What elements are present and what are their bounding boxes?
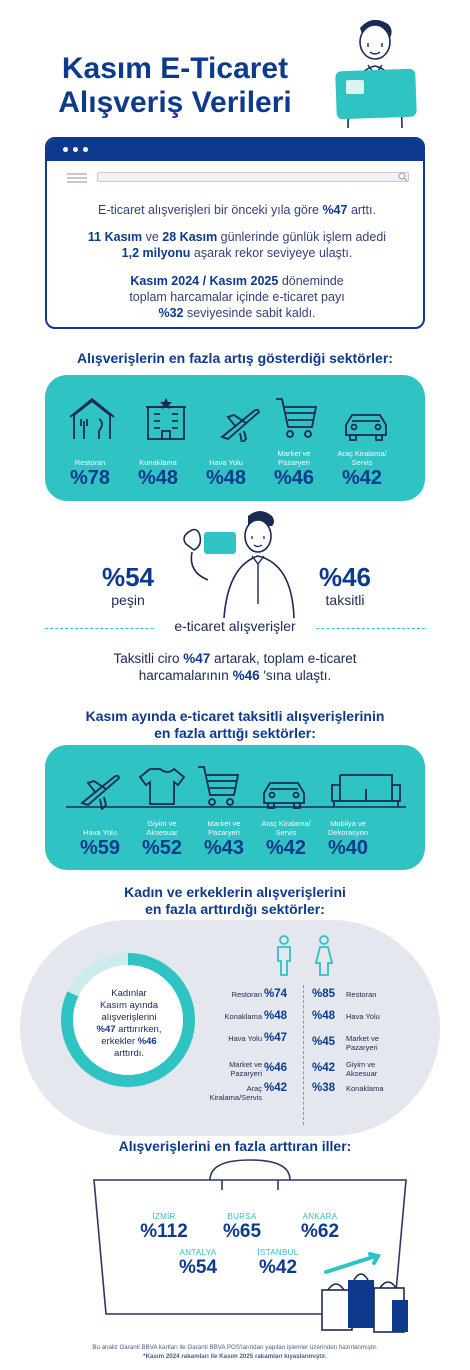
sector-percentage: %78 (69, 467, 111, 489)
sector-item (330, 448, 394, 489)
female-icon (315, 935, 333, 977)
city-name: İSTANBUL (257, 1248, 299, 1257)
city-percentage: %65 (222, 1221, 262, 1242)
stat-text: toplam harcamalar içinde e-ticaret payı (129, 290, 345, 304)
title-line-2: Alışveriş Verileri (58, 86, 292, 119)
cart-icon (198, 767, 238, 805)
airplane-icon (222, 410, 259, 442)
ecommerce-purchases-label: e-ticaret alışverişler (155, 618, 315, 634)
sector-percentage: %52 (141, 837, 183, 859)
female-sector-label: Konaklama (346, 1084, 384, 1093)
sector-percentage: %48 (205, 467, 247, 489)
female-sector-percentage: %38 (312, 1082, 336, 1094)
city-item (284, 1212, 356, 1243)
menu-icon (67, 173, 87, 175)
sector-percentage: %59 (79, 837, 121, 859)
installment-percentage: %46 (318, 562, 372, 592)
city-item (128, 1212, 200, 1243)
note-text: Taksitli ciro (113, 651, 184, 666)
note-value: %46 (232, 668, 260, 683)
cart-icon (276, 399, 316, 437)
note-text: harcamalarının (138, 668, 233, 683)
sector-item (126, 448, 190, 489)
stat-value: Kasım 2024 / Kasım 2025 (130, 274, 279, 288)
section3-title (0, 884, 470, 918)
section3-title-line: en fazla arttırdığı sektörler: (145, 901, 325, 917)
female-sector-label: Hava Yolu (346, 1012, 380, 1021)
city-item (206, 1212, 278, 1243)
female-sector-percentage: %42 (312, 1062, 336, 1074)
gender-divider (303, 985, 304, 1125)
cash-percentage: %54 (101, 562, 155, 592)
sector-icons-row-2 (66, 765, 406, 810)
stats-browser-window (45, 137, 425, 329)
sector-label: Mobilya ve Dekorasyon (327, 819, 369, 837)
stat-text: günlerinde günlük işlem adedi (217, 230, 387, 244)
sector-item (130, 818, 194, 859)
summary-text: arttırırken, (115, 1024, 162, 1035)
sector-label: Araç Kiralama/ Servis (337, 449, 387, 467)
city-item (162, 1248, 234, 1279)
gender-summary (83, 988, 175, 1060)
summary-line (83, 1036, 175, 1048)
sector-percentage: %42 (265, 837, 307, 859)
sector-label: Hava Yolu (209, 458, 243, 467)
city-percentage: %42 (258, 1257, 298, 1278)
summary-text: erkekler (101, 1036, 138, 1047)
shopping-bags-illustration (318, 1250, 418, 1336)
male-sector-percentage: %48 (264, 1010, 288, 1022)
sector-item (192, 818, 256, 859)
city-name: ANTALYA (179, 1248, 217, 1257)
browser-title-bar (47, 139, 423, 161)
city-name: İZMİR (152, 1212, 176, 1221)
sector-label: Hava Yolu (83, 828, 117, 837)
section2-title (0, 708, 470, 742)
summary-line (83, 1024, 175, 1036)
stat-value: 11 Kasım (87, 230, 143, 244)
female-sector-label: Restoran (346, 990, 377, 999)
female-sector-percentage: %85 (312, 988, 336, 1000)
sector-item (262, 448, 326, 489)
section2-title-line: en fazla arttığı sektörler: (154, 725, 316, 741)
sector-percentage: %42 (341, 467, 383, 489)
sector-label: Konaklama (139, 458, 177, 467)
sector-percentage: %40 (327, 837, 369, 859)
section3-title-line: Kadın ve erkeklerin alışverişlerini (124, 884, 346, 900)
stat-value: %47 (322, 203, 348, 217)
hotel-icon (146, 398, 186, 439)
installment-label: taksitli (325, 592, 365, 608)
summary-line: Kadınlar (111, 988, 147, 999)
city-name: BURSA (227, 1212, 257, 1221)
shirt-icon (140, 769, 184, 804)
sector-label: Restoran (74, 458, 106, 467)
male-sector-label: Restoran (231, 990, 262, 999)
summary-line: arttırdı. (113, 1048, 145, 1059)
credit-card-icon (335, 69, 417, 120)
sofa-icon (332, 775, 400, 807)
sector-label: Market ve Pazaryeri (277, 449, 311, 467)
car-icon (264, 783, 304, 808)
search-icon (398, 172, 408, 182)
summary-value: %47 (96, 1024, 116, 1035)
section2-title-line: Kasım ayında e-ticaret taksitli alışverişlerinin (85, 708, 385, 724)
window-dot-icon (63, 147, 68, 152)
address-bar (97, 172, 409, 182)
city-percentage: %112 (140, 1221, 188, 1242)
male-sector-percentage: %47 (264, 1032, 288, 1044)
section4-title: Alışverişlerini en fazla arttıran iller: (118, 1138, 352, 1154)
female-sector-percentage: %48 (312, 1010, 336, 1022)
section1-title: Alışverişlerin en fazla artış gösterdiği sektörler: (77, 350, 393, 366)
note-value: %47 (183, 651, 211, 666)
stat-text: seviyesinde sabit kaldı. (183, 306, 316, 320)
sector-label: Araç Kiralama/ Servis (261, 819, 311, 837)
male-sector-label: Hava Yolu (228, 1034, 262, 1043)
car-icon (346, 415, 386, 440)
card-chip-icon (346, 80, 364, 94)
title-line-1: Kasım E-Ticaret (61, 52, 289, 85)
male-sector-label: Konaklama (224, 1012, 262, 1021)
stat-text: arttı. (347, 203, 376, 217)
sector-percentage: %46 (273, 467, 315, 489)
stat-value: %32 (158, 306, 184, 320)
page-title (40, 52, 310, 120)
restaurant-icon (70, 399, 114, 439)
female-sector-percentage: %45 (312, 1036, 336, 1048)
female-sector-label: Market ve Pazaryeri (346, 1034, 379, 1052)
stat-share (72, 273, 402, 321)
airplane-icon (82, 776, 119, 809)
menu-icon-line (67, 177, 87, 179)
sector-percentage: %43 (203, 837, 245, 859)
male-sector-percentage: %46 (264, 1062, 288, 1074)
sector-item (254, 818, 318, 859)
summary-line: Kasım ayında (99, 1000, 159, 1011)
city-percentage: %62 (300, 1221, 340, 1242)
note-text: 'sına ulaştı. (259, 668, 332, 683)
note-text: artarak, toplam e-ticaret (210, 651, 357, 666)
installment-note (40, 650, 430, 684)
sector-label: Market ve Pazaryeri (207, 819, 241, 837)
male-icon (276, 935, 292, 977)
stat-yoy-growth (72, 202, 402, 218)
city-percentage: %54 (178, 1257, 218, 1278)
cash-label: peşin (111, 592, 145, 608)
footer-comparison-note: *Kasım 2024 rakamları ile Kasım 2025 rakamları kıyaslanmıştır. (143, 1353, 327, 1360)
man-with-phone-illustration (170, 508, 300, 618)
menu-icon-line (67, 181, 87, 183)
stat-text: döneminde (278, 274, 344, 288)
female-sector-label: Giyim ve Aksesuar (346, 1060, 378, 1078)
stat-text: E-ticaret alışverişleri bir önceki yıla göre (98, 203, 323, 217)
stat-record-days (72, 229, 402, 261)
summary-line: alışverişlerini (101, 1012, 157, 1023)
sector-item (316, 818, 380, 859)
stat-text: ve (142, 230, 163, 244)
stat-value: 28 Kasım (162, 230, 218, 244)
sector-icons-row-1 (70, 397, 400, 442)
sector-percentage: %48 (137, 467, 179, 489)
window-dot-icon (83, 147, 88, 152)
summary-value: %46 (137, 1036, 157, 1047)
window-dot-icon (73, 147, 78, 152)
sector-label: Giyim ve Aksesuar (146, 819, 178, 837)
footer-note: Bu analiz Garanti BBVA kartları ile Garanti BBVA POS'larından yapılan işlemler üzerinden hazırlanmıştır. (92, 1344, 378, 1351)
male-sector-percentage: %42 (264, 1082, 288, 1094)
male-sector-label: Market ve Pazaryeri (229, 1060, 262, 1078)
male-sector-percentage: %74 (264, 988, 288, 1000)
city-name: ANKARA (302, 1212, 338, 1221)
sector-item (194, 448, 258, 489)
city-item (242, 1248, 314, 1279)
sector-item (68, 818, 132, 859)
stat-text: aşarak rekor seviyeye ulaştı. (190, 246, 353, 260)
stat-value: 1,2 milyonu (121, 246, 191, 260)
sector-item (58, 448, 122, 489)
male-sector-label: Araç Kiralama/Servis (209, 1084, 262, 1102)
